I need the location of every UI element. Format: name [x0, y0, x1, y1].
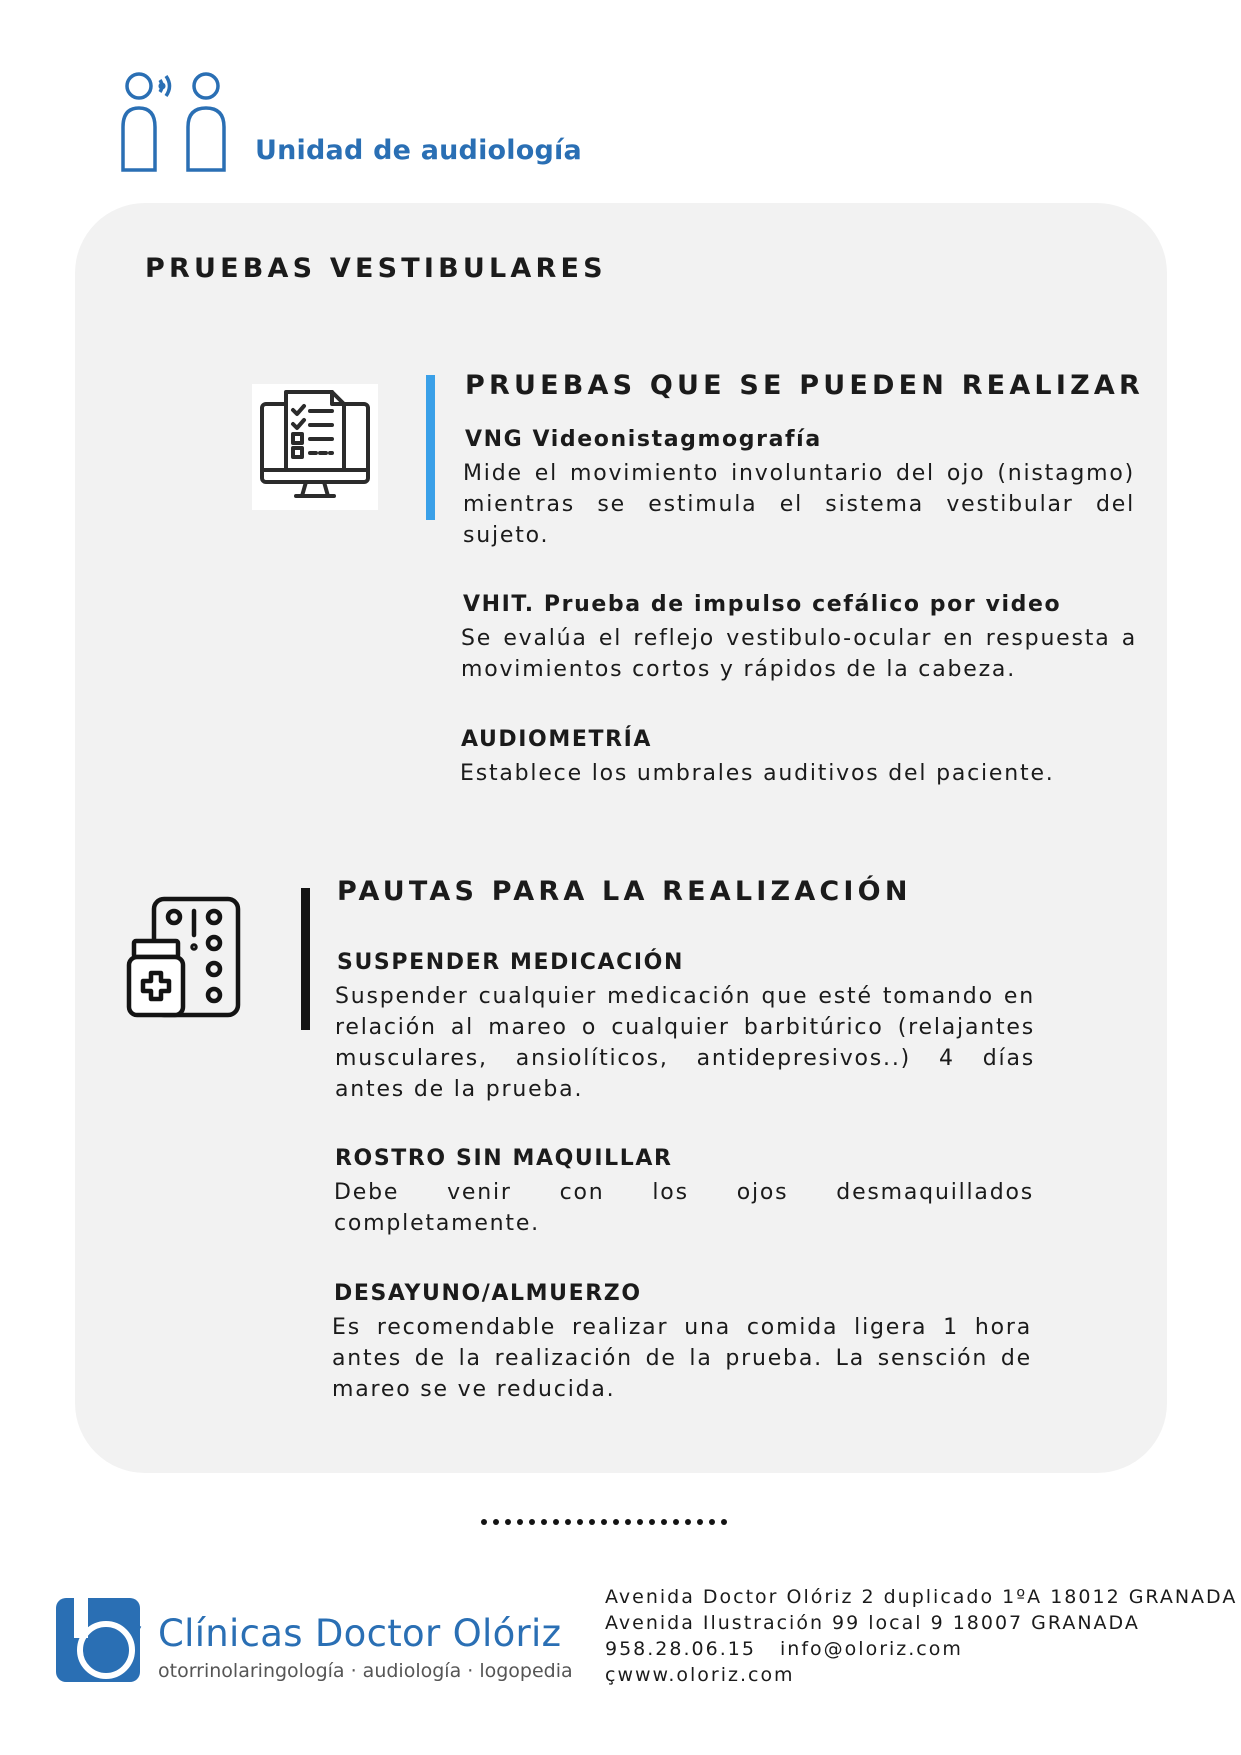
medication-icon	[124, 895, 242, 1019]
guideline-description: Es recomendable realizar una comida ligera 1 hora antes de la realización de la prueba. La sensción de mareo se ve reducida.	[332, 1315, 1032, 1402]
test-description: Establece los umbrales auditivos del paciente.	[460, 761, 1055, 786]
test-name: AUDIOMETRÍA	[461, 727, 653, 752]
monitor-checklist-icon	[252, 384, 378, 510]
test-description: Mide el movimiento involuntario del ojo (nistagmo) mientras se estimula el sistema vestibular del sujeto.	[463, 461, 1135, 548]
accent-bar-blue	[426, 375, 435, 520]
test-description-multiline-1	[463, 458, 1135, 551]
guidelines-title: PAUTAS PARA LA REALIZACIÓN	[337, 876, 912, 907]
address-line: Avenida Ilustración 99 local 9 18007 GRANADA	[605, 1612, 1140, 1634]
test-name: VHIT. Prueba de impulso cefálico por video	[463, 592, 1062, 617]
guideline-description: Suspender cualquier medicación que esté tomando en relación al mareo o cualquier barbitúrico (relajantes musculares, ansiolíticos, antidepresivos..) 4 días antes de la prueba.	[335, 984, 1035, 1102]
guideline-name: DESAYUNO/ALMUERZO	[334, 1281, 642, 1306]
address-line: Avenida Doctor Olóriz 2 duplicado 1ºA 18012 GRANADA	[605, 1586, 1238, 1608]
guideline-name: ROSTRO SIN MAQUILLAR	[335, 1146, 673, 1171]
guideline-name: SUSPENDER MEDICACIÓN	[337, 950, 684, 975]
test-description: Se evalúa el reflejo vestibulo-ocular en respuesta a movimientos cortos y rápidos de la cabeza.	[461, 626, 1137, 682]
clinic-specialties: otorrinolaringología · audiología · logopedia	[158, 1660, 573, 1682]
clinic-name: Clínicas Doctor Olóriz	[158, 1612, 562, 1655]
tests-title: PRUEBAS QUE SE PUEDEN REALIZAR	[465, 370, 1144, 401]
section-title: PRUEBAS VESTIBULARES	[145, 253, 607, 284]
dotted-separator	[480, 1512, 730, 1532]
audiology-people-icon	[115, 72, 255, 172]
accent-bar-black	[301, 888, 310, 1030]
test-name: VNG Videonistagmografía	[465, 427, 822, 452]
guideline-description-wrap	[334, 1177, 1034, 1239]
clinic-logo-icon	[56, 1598, 146, 1688]
guideline-description: Debe venir con los ojos desmaquillados completamente.	[334, 1180, 1034, 1236]
phone-email: 958.28.06.15 info@oloriz.com	[605, 1638, 963, 1660]
unit-logo-text: Unidad de audiología	[255, 135, 582, 166]
website-link[interactable]: çwww.oloriz.com	[605, 1664, 795, 1686]
